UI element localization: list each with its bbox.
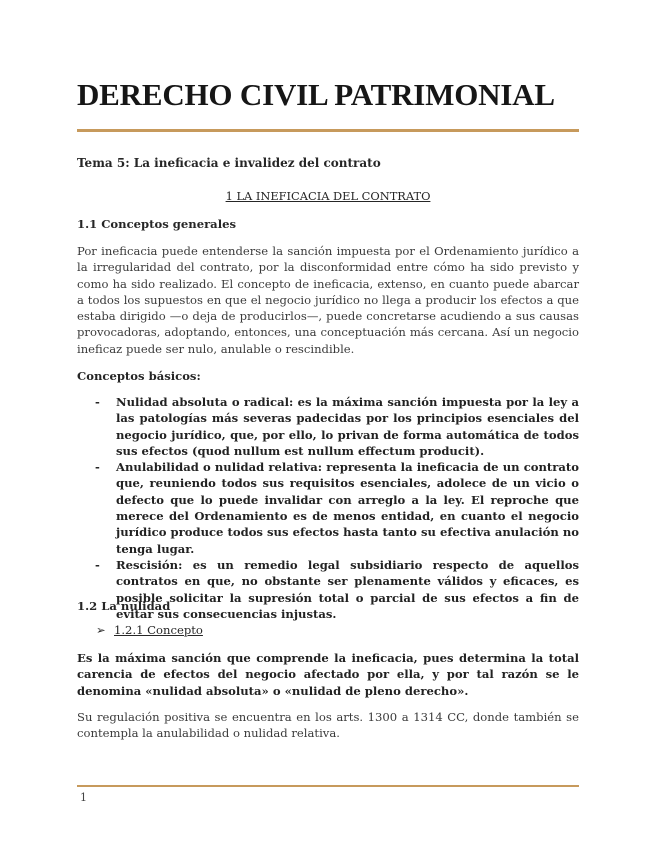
title-divider [77,129,579,132]
paragraph-ineficacia: Por ineficacia puede entenderse la sanción impuesta por el Ordenamiento jurídico a la irregularidad del contrato, por la disconformidad entre cómo ha sido previsto y como ha sido realizado. El concepto de ineficacia, extenso, en cuanto puede abarcar a todos los supuestos en que el negocio jurídico no llega a producir los efectos a que estaba dirigido —o deja de producirlos—, puede concretarse acudiendo a sus causas provocadoras, adoptando, entonces, una conceptuación más cercana. Así un negocio ineficaz puede ser nulo, anulable o rescindible. [77,244,579,356]
dash-bullet-icon: - [95,395,100,409]
section-heading-1-2: 1.2 La nulidad [77,599,171,613]
footer-divider [77,785,579,787]
list-item-text: Nulidad absoluta o radical: es la máxima sanción impuesta por la ley a las patologías más severas padecidas por los principios esenciales del negocio jurídico, que, por ello, lo privan de forma automática de todos sus efectos (quod nullum est nullum effectum producit). [116,395,579,458]
concepts-list [93,394,579,622]
dash-bullet-icon: - [95,460,100,475]
section-heading-1-1: 1.1 Conceptos generales [77,217,237,231]
arrow-bullet-icon: ➢ [96,623,106,637]
topic-heading: Tema 5: La ineficacia e invalidez del contrato [77,156,381,170]
subsection-label: 1.2.1 Concepto [114,623,203,637]
basic-concepts-heading: Conceptos básicos: [77,369,201,383]
list-item [93,394,579,459]
list-item-text: Anulabilidad o nulidad relativa: representa la ineficacia de un contrato que, reuniendo todos sus requisitos esenciales, adolece de un vicio o defecto que lo puede invalidar con arreglo a la ley. El reproche que merece del Ordenamiento es de menos entidad, en cuanto el negocio jurídico produce todos sus efectos hasta tanto su efectiva anulación no tenga lugar. [116,460,579,556]
paragraph-regulacion: Su regulación positiva se encuentra en los arts. 1300 a 1314 CC, donde también se contempla la anulabilidad o nulidad relativa. [77,710,579,741]
page-number: 1 [80,791,87,804]
paragraph-nulidad-definicion: Es la máxima sanción que comprende la ineficacia, pues determina la total carencia de efectos del negocio afectado por ella, y por tal razón se le denomina «nulidad absoluta» o «nulidad de pleno derecho». [77,651,579,698]
subsection-heading-1-2-1 [96,622,396,638]
document-title: DERECHO CIVIL PATRIMONIAL [77,77,555,112]
dash-bullet-icon: - [95,557,100,572]
chapter-heading: 1 LA INEFICACIA DEL CONTRATO [225,189,431,203]
list-item [93,459,579,557]
list-item-text: Rescisión: es un remedio legal subsidiario respecto de aquellos contratos en que, no obstante ser plenamente válidos y eficaces, es posible solicitar la supresión total o parcial de sus efectos a fin de evitar sus consecuencias injustas. [116,557,579,621]
